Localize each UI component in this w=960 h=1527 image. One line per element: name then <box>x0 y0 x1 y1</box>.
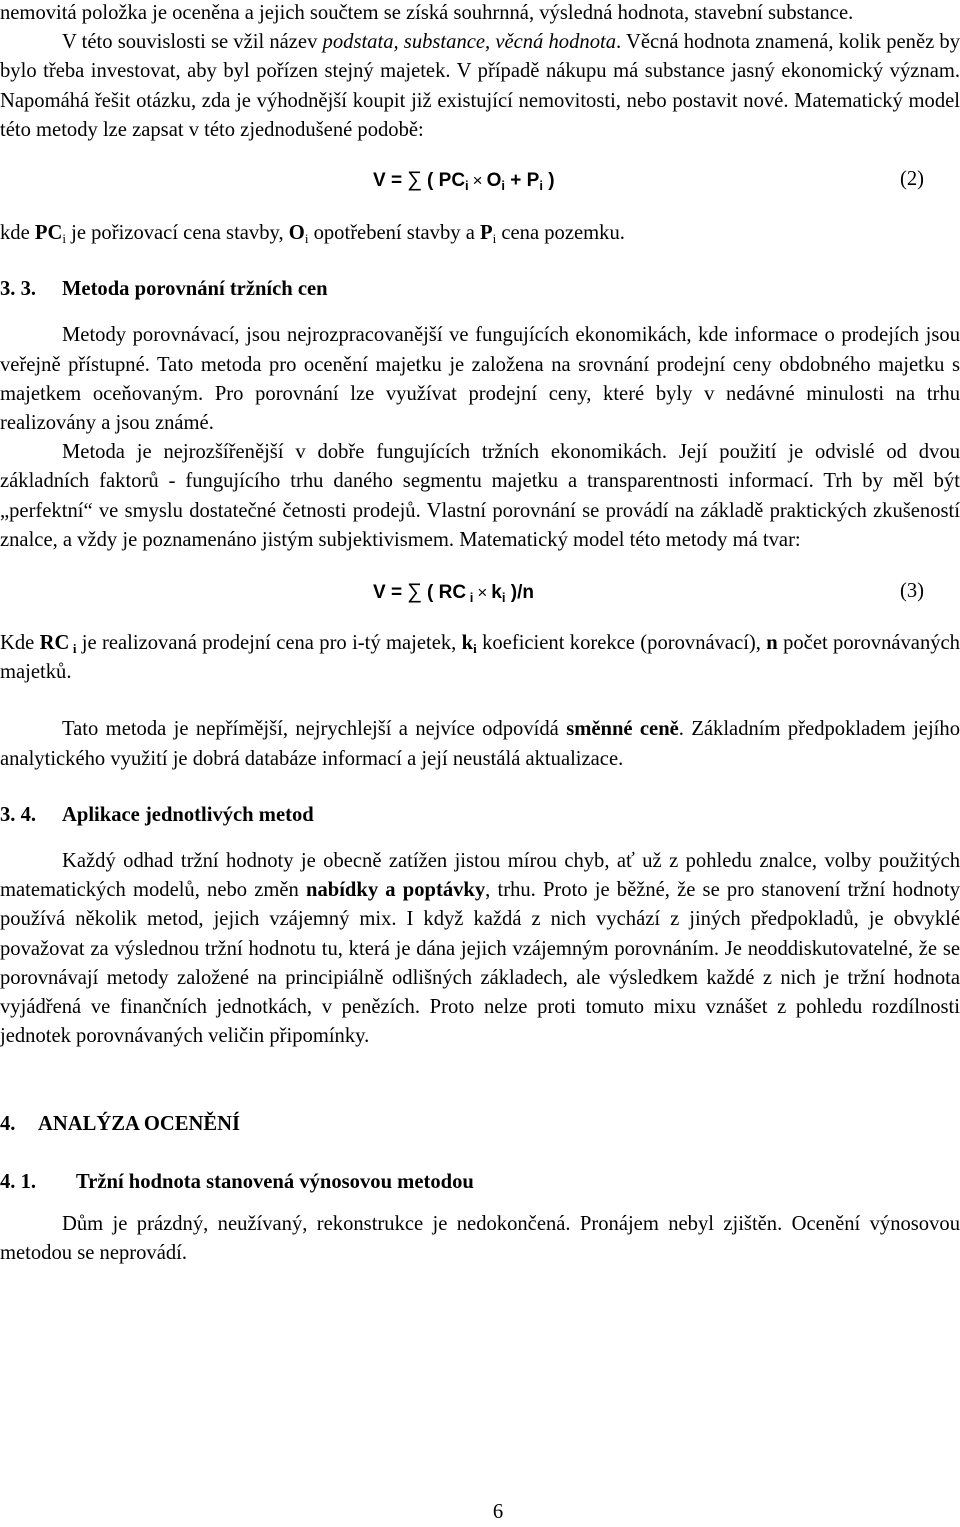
paragraph-kde-3 <box>0 629 960 687</box>
symbol-pc: PC <box>34 222 63 245</box>
text-span: cena pozemku. <box>496 222 625 245</box>
eq-term: ) <box>542 170 555 192</box>
paragraph-kde-2 <box>0 219 960 248</box>
paragraph-3-4 <box>0 847 960 1051</box>
section-title: Metoda porovnání tržních cen <box>62 278 328 301</box>
paragraph-3-3-c <box>0 715 960 773</box>
symbol-k: k <box>461 632 474 655</box>
symbol-rc: RC <box>39 632 70 655</box>
paragraph-intro: nemovitá položka je oceněna a jejich součtem se získá souhrnná, výsledná hodnota, stavební substance. <box>0 2 854 24</box>
text-span: V této souvislosti se vžil název <box>62 31 323 54</box>
text-span: . Věcná hodnota znamená, kolik peněz by bylo třeba investovat, aby byl pořízen stejný majetek. V případě nákupu má substance jasný ekonomický význam. Napomáhá řešit otázku, zda je výhodnější koupit již existující nemovitosti, nebo postavit nové. Matematický model této metody lze zapsat v této zjednodušené podobě: <box>0 31 960 141</box>
eq-term: O <box>486 170 502 192</box>
text-span: je pořizovací cena stavby, <box>65 222 289 245</box>
symbol-n: n <box>766 632 778 655</box>
section-heading-3-3 <box>0 275 960 304</box>
equation-number: (3) <box>899 580 924 603</box>
equation-number: (2) <box>899 168 924 191</box>
subscript: i <box>492 231 497 247</box>
paragraph-3-3-a: Metody porovnávací, jsou nejrozpracovanější ve fungujících ekonomikách, kde informace o prodejích jsou veřejně přístupné. Tato metoda pro ocenění majetku je založena na srovnání prodejní ceny obdobného majetku s majetkem oceňovaným. Pro porovnání lze využívat prodejní ceny, které byly v nedávné minulosti na trhu realizovány a jsou známé. <box>0 324 960 435</box>
eq-lhs: V = <box>373 582 403 604</box>
sum-symbol: ∑ <box>407 168 423 192</box>
text-span: Každý odhad tržní hodnoty je obecně zatížen jistou mírou chyb, ať už z pohledu znalce, volby použitých matematických modelů, nebo změn <box>0 850 960 902</box>
text-span: opotřebení stavby a <box>308 222 481 245</box>
section-number: 3. 3. <box>0 278 37 301</box>
bold-term: směnné ceně <box>566 718 679 741</box>
paragraph-3-3-b: Metoda je nejrozšířenější v dobře fungujících tržních ekonomikách. Její použití je odvislé od dvou základních faktorů - fungujícího trhu daného segmentu majetku a transparentnosti informací. Trh by měl být „perfektní“ ve smyslu dostatečné četnosti prodejů. Vlastní porovnání se provádí na základě praktických zkušeností znalce, a vždy je poznamenáno jistým subjektivismem. Matematický model této metody má tvar: <box>0 441 960 551</box>
subscript: i <box>465 178 469 194</box>
symbol-o: O <box>288 222 305 245</box>
sum-symbol: ∑ <box>407 580 423 604</box>
symbol-p: P <box>480 222 493 245</box>
subscript: i <box>304 231 309 247</box>
subscript: i <box>62 231 66 247</box>
eq-term: )/n <box>505 582 534 604</box>
equation-2-body <box>373 165 555 195</box>
section-heading-3-4 <box>0 801 960 830</box>
section-title: Aplikace jednotlivých metod <box>62 803 314 826</box>
subscript: i <box>539 178 543 194</box>
equation-2 <box>0 165 960 197</box>
section-heading-4 <box>0 1110 960 1139</box>
section-number: 4. <box>0 1113 16 1136</box>
subscript: i <box>473 641 477 657</box>
times-symbol: × <box>477 583 488 603</box>
eq-lhs: V = <box>373 170 403 192</box>
text-span: počet porovnávaných majetků. <box>0 632 960 684</box>
paragraph-substance <box>0 28 960 145</box>
eq-term: ( PC <box>427 170 466 192</box>
text-span: je realizovaná prodejní cena pro i-tý majetek, <box>76 632 462 655</box>
section-title: Tržní hodnota stanovená výnosovou metodou <box>76 1170 474 1193</box>
section-number: 4. 1. <box>0 1170 37 1193</box>
equation-3-body <box>373 577 534 607</box>
bold-term: nabídky a poptávky <box>306 879 486 902</box>
page-number: 6 <box>492 1501 504 1523</box>
text-span: . Základním předpokladem jejího analytického využití je dobrá databáze informací a její neustálá aktualizace. <box>0 718 960 770</box>
subscript: i <box>69 641 77 657</box>
times-symbol: × <box>472 171 483 191</box>
eq-term: k <box>491 582 502 604</box>
subscript: i <box>501 590 506 606</box>
section-number: 3. 4. <box>0 803 37 826</box>
text-span: koeficient korekce (porovnávací), <box>476 632 767 655</box>
paragraph-4-1: Dům je prázdný, neužívaný, rekonstrukce je nedokončená. Pronájem nebyl zjištěn. Ocenění výnosovou metodou se neprovádí. <box>0 1212 960 1265</box>
eq-term: + P <box>505 170 540 192</box>
text-span: , trhu. Proto je běžné, že se pro stanovení tržní hodnoty používá několik metod, jejich vzájemný mix. I když každá z nich vychází z jiných předpokladů, je obvyklé považovat za výslednou tržní hodnotu tu, která je dána jejich vzájemným porovnáním. Je neoddiskutovatelné, že se porovnávají metody založené na principiálně odlišných základech, ale výsledkem každé z nich je tržní hodnota vyjádřená ve finančních jednotkách, v penězích. Proto nelze proti tomuto mixu vznášet z pohledu rozdílnosti jednotek porovnávaných veličin připomínky. <box>0 879 960 1048</box>
text-span: Kde <box>0 632 40 655</box>
section-heading-4-1 <box>0 1168 960 1197</box>
section-title: ANALÝZA OCENĚNÍ <box>38 1113 240 1136</box>
subscript: i <box>466 590 474 606</box>
subscript: i <box>501 178 506 194</box>
italic-terms: podstata, substance, věcná hodnota <box>322 31 617 54</box>
text-span: Tato metoda je nepřímější, nejrychlejší a nejvíce odpovídá <box>62 718 567 741</box>
eq-term: ( RC <box>427 582 467 604</box>
text-span: kde <box>0 222 35 245</box>
equation-3 <box>0 577 960 609</box>
